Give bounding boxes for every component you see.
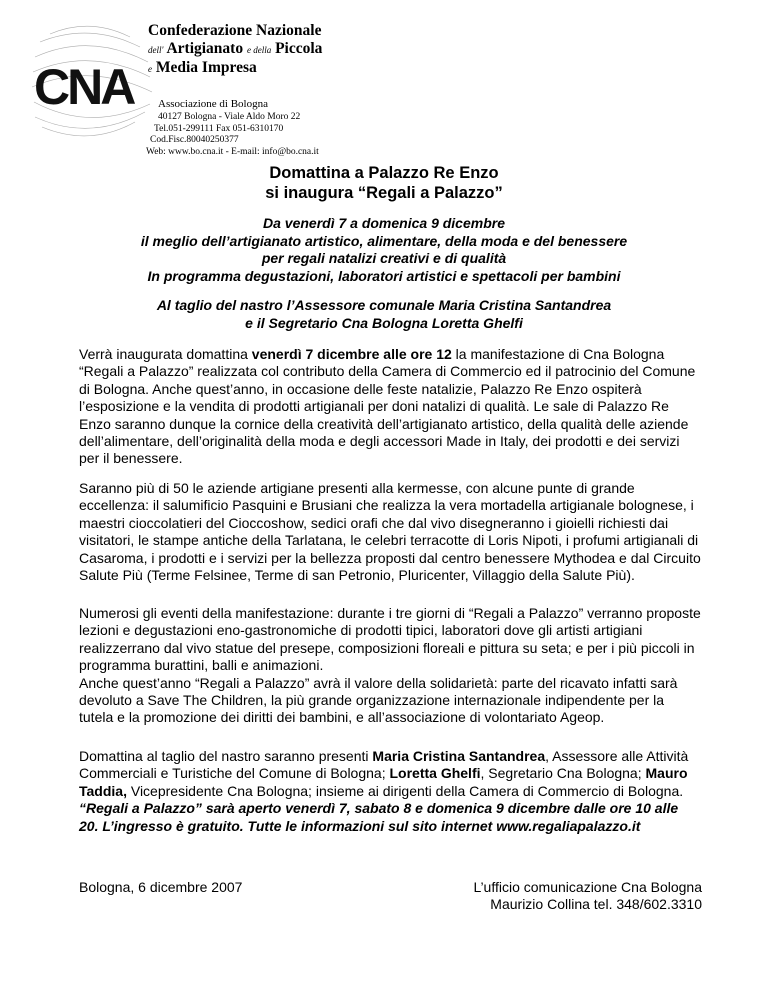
- contact-info: 40127 Bologna - Viale Aldo Moro 22 Tel.051-299111 Fax 051-6310170 Cod.Fisc.80040250377 Web: www.bo.cna.it - E-mail: info@bo.cna.it: [146, 112, 319, 157]
- subtitle: Da venerdì 7 a domenica 9 dicembre il meglio dell’artigianato artistico, alimentare, della moda e del benessere per regali natalizi creativi e di qualità In programma degustazioni, laboratori artistici e spettacoli per bambini: [140, 215, 628, 284]
- event-info: “Regali a Palazzo” sarà aperto venerdì 7, sabato 8 e domenica 9 dicembre dalle ore 10 alle 20. L’ingresso è gratuito. Tutte le informazioni sul sito internet www.regaliapalazzo.it: [79, 800, 679, 834]
- paragraph-3: Numerosi gli eventi della manifestazione: durante i tre giorni di “Regali a Palazzo” verranno proposte lezioni e degustazioni eno-gastronomiche di prodotti tipici, laboratori dove gli artisti artigiani realizzerrano dal vivo statue del presepe, composizioni floreali e pittura su seta; e per i più piccoli in programma burattini, balli e animazioni. Anche quest’anno “Regali a Palazzo” avrà il valore della solidarietà: parte del ricavato infatti sarà devoluto a Save The Children, la più grande organizzazione internazionale indipendente per la tutela e la promozione dei diritti dei bambini, e all’associazione di volontariato Ageop.: [79, 605, 701, 726]
- paragraph-4: Domattina al taglio del nastro saranno presenti Maria Cristina Santandrea, Assessore alle Attività Commerciali e Turistiche del Comune di Bologna; Loretta Ghelfi, Segretario Cna Bologna; Mauro Taddia, Vicepresidente Cna Bologna; insieme ai dirigenti della Camera di Commercio di Bologna. “Regali a Palazzo” sarà aperto venerdì 7, sabato 8 e domenica 9 dicembre dalle ore 10 alle 20. L’ingresso è gratuito. Tutte le informazioni sul sito internet www.regaliapalazzo.it: [79, 748, 701, 835]
- org-name: Confederazione Nazionale dell' Artigianato e della Piccola e Media Impresa: [148, 22, 323, 76]
- paragraph-1: Verrà inaugurata domattina venerdì 7 dicembre alle ore 12 la manifestazione di Cna Bologna “Regali a Palazzo” realizzata col contributo della Camera di Commercio ed il patrocinio del Comune di Bologna. Anche quest’anno, in occasione delle feste natalizie, Palazzo Re Enzo ospiterà l’esposizione e la vendita di prodotti artigianali per doni natalizi di qualità. Le sale di Palazzo Re Enzo saranno dunque la cornice della creatività dell’artigianato artistico, della qualità delle aziende dell’alimentare, dell’originalità della moda e degli accessori Made in Italy, dei prodotti e dei servizi per il benessere.: [79, 346, 696, 467]
- svg-text:CNA: CNA: [34, 59, 134, 115]
- press-title: Domattina a Palazzo Re Enzo si inaugura “Regali a Palazzo”: [265, 164, 503, 202]
- date-place: Bologna, 6 dicembre 2007: [79, 879, 243, 895]
- paragraph-2: Saranno più di 50 le aziende artigiane presenti alla kermesse, con alcune punte di grande eccellenza: il salumificio Pasquini e Brusiani che realizza la vera mortadella artigianale bolognese, i maestri cioccolatieri del Cioccoshow, sedici orafi che dal vivo disegneranno i gioielli richiesti dai visitatori, le stampe antiche della Tarlatana, le celebri terracotte di Loris Nipoti, i profumi artigianali di Casaroma, i prodotti e i servizi per la bellezza proposti dal centro benessere Mythodea e dal Circuito Salute Più (Terme Felsinee, Terme di san Petronio, Pluricenter, Villaggio della Salute Più).: [79, 480, 701, 584]
- letterhead: [30, 22, 350, 157]
- signature: L’ufficio comunicazione Cna Bologna Maurizio Collina tel. 348/602.3310: [473, 879, 702, 913]
- subtitle-ceremony: Al taglio del nastro l’Assessore comunale Maria Cristina Santandrea e il Segretario Cna Bologna Loretta Ghelfi: [156, 297, 612, 331]
- association-name: Associazione di Bologna: [158, 98, 268, 110]
